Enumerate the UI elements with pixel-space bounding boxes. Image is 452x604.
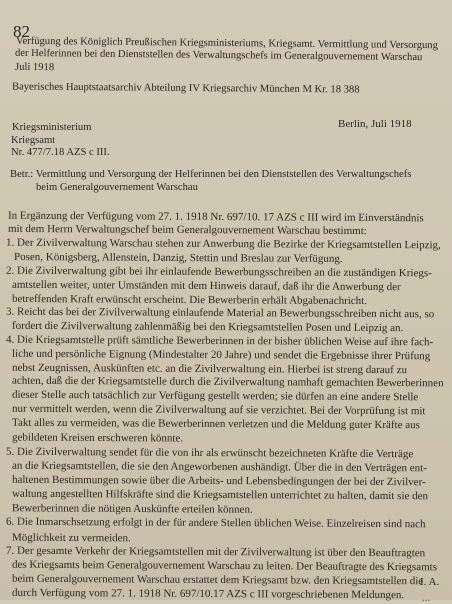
body-line: waltung angestellten Hilfskräfte sind die Kriegsamtstellen unterrichtet zu halten, damit sie den: [11, 487, 429, 503]
body-line: 5. Die Zivilverwaltung sendet für die von ihr als erwünscht bezeichneten Kräfte die Verträge: [5, 445, 414, 461]
body-line: 3. Reicht das bei der Zivilverwaltung einlaufende Material an Bewerbungsschreiben nicht aus, so: [5, 305, 435, 321]
body-line: 1. Der Zivilverwaltung Warschau stehen zur Anwerbung die Bezirke der Kriegsamtstellen Leipzig,: [5, 236, 441, 252]
body-line: 4. Die Kriegsamtstelle prüft sämtliche Bewerberinnen in der bisher üblichen Weise auf ihre fach-: [5, 333, 434, 349]
body-line: 7. Der gesamte Verkehr der Kriegsamtstellen mit der Zivilverwaltung ist über den Beauftragten: [5, 544, 426, 560]
sender-line: Nr. 477/7.18 AZS c III.: [11, 147, 110, 158]
body-line: fordert die Zivilverwaltung zahlenmäßig bei den Kriegsamtstellen Posen und Leipzig an.: [11, 319, 404, 335]
header-line: der Helferinnen bei den Dienststellen des Verwaltungschefs im Generalgouvernement Warschau: [14, 47, 423, 64]
header-line: Verfügung des Königlich Preußischen Kriegsministeriums, Kriegsamt. Vermittlung und Versorgung: [15, 35, 438, 52]
body-line: liche und persönliche Eignung (Mindestalter 20 Jahre) und sendet die Ergebnisse ihrer Prüfung: [11, 347, 431, 363]
body-line: In Ergänzung der Verfügung vom 27. 1. 1918 Nr. 697/10. 17 AZS c III wird im Einverständnis: [7, 209, 424, 225]
sender-line: Kriegsministerium: [12, 122, 92, 133]
sender-line: Kriegsamt: [11, 135, 56, 146]
header-line: Juli 1918: [14, 61, 55, 74]
body-line: 6. Die Inmarschsetzung erfolgt in der für andere Stellen üblichen Weise. Einzelreisen sind nach: [5, 515, 426, 531]
body-line: an die Kriegsamtstellen, die sie den Angeworbenen aushändigt. Über die in den Verträgen ent-: [11, 459, 427, 475]
cut-off-text: ...: [422, 592, 431, 604]
closing-signature: I. A.: [420, 576, 440, 588]
body-line: Takt alles zu vermeiden, was die Bewerberinnen verletzen und die Meldung guter Kräfte aus: [11, 416, 420, 432]
body-line: nur vermittelt werden, wenn die Zivilverwaltung auf sie verzichtet. Bei der Vorprüfung ist mit: [11, 402, 426, 418]
body-line: des Kriegsamts beim Generalgouvernement Warschau zu leiten. Der Beauftragte des Kriegsamts: [11, 558, 438, 574]
page-number: 82: [13, 22, 30, 41]
body-line: Bewerberinnen die nötigen Auskünfte erteilen können.: [11, 502, 253, 516]
archive-source: Bayerisches Hauptstaatsarchiv Abteilung IV Kriegsarchiv München M Kr. 18 388: [11, 81, 360, 96]
place-date: Berlin, Juli 1918: [338, 118, 412, 130]
body-line: nebst Zeugnissen, Auskünften etc. an die Zivilverwaltung ein. Hierbei ist streng darauf zu: [11, 361, 408, 377]
subject-line: beim Generalgouvernement Warschau: [36, 182, 198, 193]
body-line: Möglichkeit zu vermeiden.: [11, 531, 131, 545]
body-line: mit dem Herrn Verwaltungschef beim Generalgouvernement Warschau bestimmt:: [7, 222, 367, 238]
body-line: durch Verfügung vom 27. 1. 1918 Nr. 697/10.17 AZS c III vorgeschriebenen Meldungen.: [11, 586, 405, 602]
body-line: amtstellen weiter, unter Umständen mit dem Hinweis darauf, daß ihr die Anwerbung der: [11, 278, 401, 294]
body-line: haltenen Bestimmungen sowie über die Arbeits- und Lebensbedingungen der bei der Zivilver-: [11, 473, 426, 489]
body-line: beim Generalgouvernement Warschau erstattet dem Kriegsamt bzw. den Kriegsamtstellen die: [11, 572, 424, 588]
subject-line: Betr.: Vermittlung und Versorgung der Helferinnen bei den Dienststellen des Verwaltungschefs: [10, 169, 412, 180]
body-line: Posen, Königsberg, Allenstein, Danzig, Stettin und Breslau zur Verfügung.: [13, 250, 343, 266]
body-line: 2. Die Zivilverwaltung gibt bei ihr einlaufende Bewerbungsschreiben an die zuständigen Kriegs-: [5, 264, 432, 280]
body-line: gebildeten Kreisen erschweren könnte.: [11, 431, 184, 445]
body-line: achten, daß die der Kriegsamtstelle durch die Zivilverwaltung namhaft gemachten Bewerberinnen: [11, 374, 444, 390]
body-line: dieser Stelle auch tatsächlich zur Verfügung gestellt werden; sie dürfen an eine andere Stelle: [11, 388, 419, 404]
body-line: betreffenden Kraft erwünscht erscheint. Die Bewerberin erhält Abgabenachricht.: [11, 292, 368, 308]
